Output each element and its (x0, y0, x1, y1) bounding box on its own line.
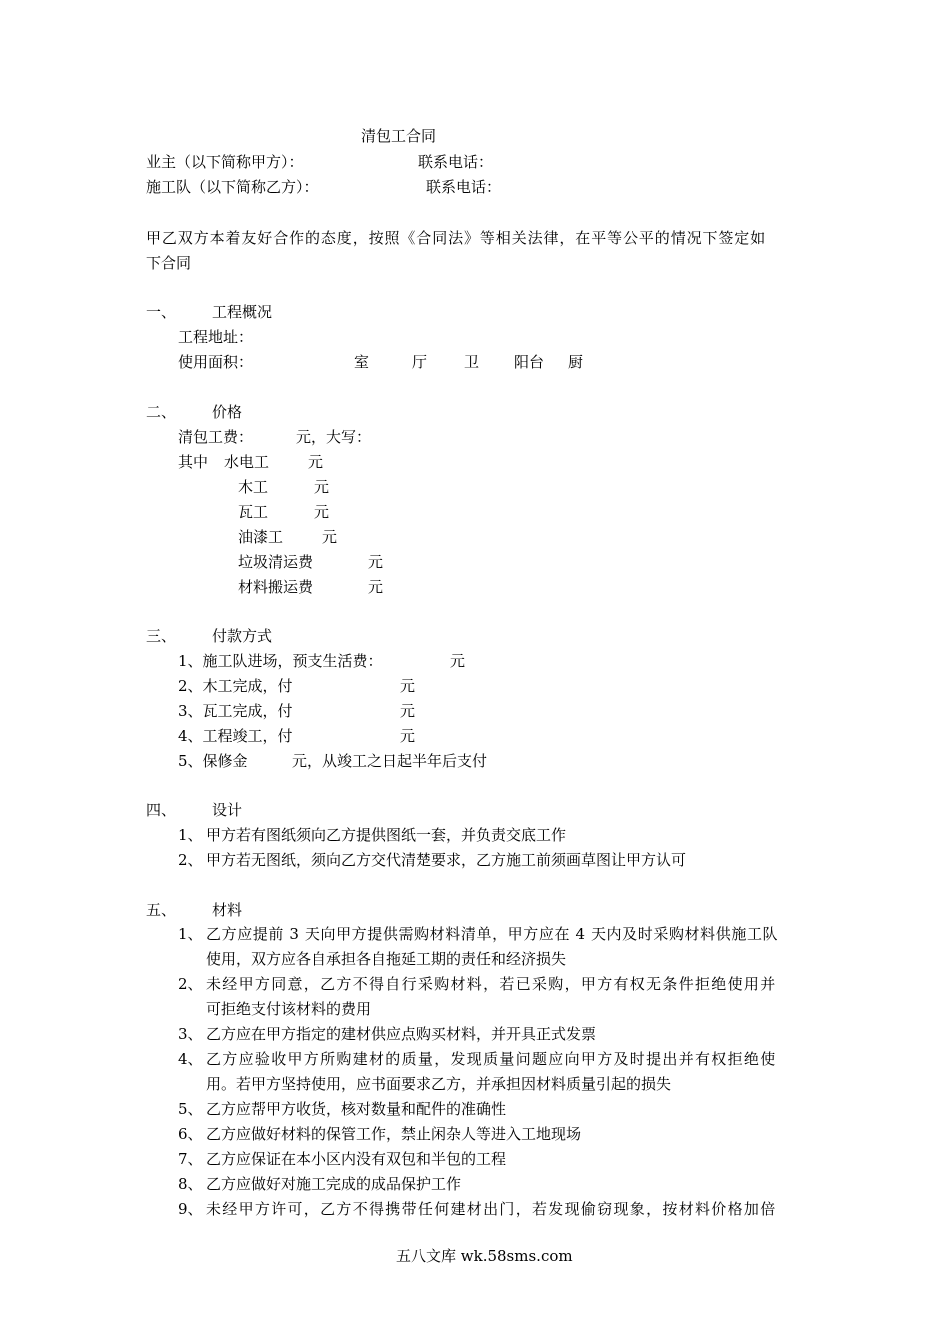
fee-item-plumbing: 水电工 (224, 453, 270, 471)
payment-2: 2、木工完成，付 (178, 677, 293, 695)
fee-item-moving-yuan: 元 (368, 578, 384, 596)
material-6-text: 乙方应做好材料的保管工作，禁止闲杂人等进入工地现场 (206, 1125, 582, 1143)
fee-item-moving: 材料搬运费 (238, 578, 314, 596)
labor-fee-label: 清包工费： (178, 428, 254, 446)
fee-item-tiling-yuan: 元 (314, 503, 330, 521)
party-a-label: 业主（以下简称甲方）： (146, 153, 304, 171)
payment-1-yuan: 元 (450, 652, 466, 670)
fee-item-garbage-yuan: 元 (368, 553, 384, 571)
page-title: 清包工合同 (361, 127, 437, 145)
material-8-number: 8、 (178, 1175, 203, 1193)
material-4-number: 4、 (178, 1050, 203, 1068)
payment-4-yuan: 元 (400, 727, 416, 745)
material-2-text: 未经甲方同意，乙方不得自行采购材料，若已采购，甲方有权无条件拒绝使用并 (206, 975, 777, 993)
fee-item-painting: 油漆工 (238, 528, 284, 546)
section-1-title: 工程概况 (212, 303, 273, 321)
material-6-number: 6、 (178, 1125, 203, 1143)
material-7-text: 乙方应保证在本小区内没有双包和半包的工程 (206, 1150, 507, 1168)
section-5-title: 材料 (212, 901, 243, 919)
section-5-number: 五、 (146, 901, 177, 919)
party-a-phone-label: 联系电话： (418, 153, 494, 171)
payment-2-yuan: 元 (400, 677, 416, 695)
material-4-text: 乙方应验收甲方所购建材的质量，发现质量问题应向甲方及时提出并有权拒绝使 (206, 1050, 777, 1068)
section-2-number: 二、 (146, 403, 177, 421)
section-4-number: 四、 (146, 801, 177, 819)
payment-1: 1、施工队进场，预支生活费： (178, 652, 383, 670)
room-bath: 卫 (464, 353, 480, 371)
material-2-number: 2、 (178, 975, 203, 993)
payment-3-yuan: 元 (400, 702, 416, 720)
material-9-text: 未经甲方许可，乙方不得携带任何建材出门，若发现偷窃现象，按材料价格加倍 (206, 1200, 777, 1218)
material-1-text: 乙方应提前 3 天向甲方提供需购材料清单，甲方应在 4 天内及时采购材料供施工队 (206, 925, 779, 943)
fee-item-carpentry: 木工 (238, 478, 269, 496)
party-b-label: 施工队（以下简称乙方）： (146, 178, 319, 196)
material-9-number: 9、 (178, 1200, 203, 1218)
payment-5-yuan: 元，从竣工之日起半年后支付 (292, 752, 488, 770)
labor-fee-capital: 元，大写： (296, 428, 372, 446)
section-3-title: 付款方式 (212, 627, 273, 645)
fee-item-painting-yuan: 元 (322, 528, 338, 546)
material-1-text-cont: 使用，双方应各自承担各自拖延工期的责任和经济损失 (206, 950, 567, 968)
material-2-text-cont: 可拒绝支付该材料的费用 (206, 1000, 372, 1018)
intro-line-2: 下合同 (146, 254, 192, 272)
design-2-number: 2、 (178, 851, 203, 869)
room-living: 厅 (412, 353, 428, 371)
footer-watermark: 五八文库 wk.58sms.com (396, 1247, 573, 1265)
material-7-number: 7、 (178, 1150, 203, 1168)
payment-5: 5、保修金 (178, 752, 248, 770)
material-5-text: 乙方应帮甲方收货，核对数量和配件的准确性 (206, 1100, 507, 1118)
material-4-text-cont: 用。若甲方坚持使用，应书面要求乙方，并承担因材料质量引起的损失 (206, 1075, 672, 1093)
material-3-text: 乙方应在甲方指定的建材供应点购买材料，并开具正式发票 (206, 1025, 597, 1043)
project-address-label: 工程地址： (178, 328, 254, 346)
usage-area-label: 使用面积： (178, 353, 254, 371)
section-3-number: 三、 (146, 627, 177, 645)
design-1-number: 1、 (178, 826, 203, 844)
section-2-title: 价格 (212, 403, 243, 421)
room-balcony: 阳台 (514, 353, 545, 371)
room-kitchen: 厨 (568, 353, 584, 371)
payment-3: 3、瓦工完成，付 (178, 702, 293, 720)
material-3-number: 3、 (178, 1025, 203, 1043)
payment-4: 4、工程竣工，付 (178, 727, 293, 745)
material-1-number: 1、 (178, 925, 203, 943)
material-5-number: 5、 (178, 1100, 203, 1118)
section-1-number: 一、 (146, 303, 177, 321)
among-label: 其中 (178, 453, 209, 471)
design-1-text: 甲方若有图纸须向乙方提供图纸一套，并负责交底工作 (206, 826, 567, 844)
fee-item-carpentry-yuan: 元 (314, 478, 330, 496)
intro-line-1: 甲乙双方本着友好合作的态度，按照《合同法》等相关法律，在平等公平的情况下签定如 (146, 229, 767, 247)
section-4-title: 设计 (212, 801, 243, 819)
room-bedroom: 室 (354, 353, 370, 371)
design-2-text: 甲方若无图纸，须向乙方交代清楚要求，乙方施工前须画草图让甲方认可 (206, 851, 687, 869)
fee-item-garbage: 垃圾清运费 (238, 553, 314, 571)
material-8-text: 乙方应做好对施工完成的成品保护工作 (206, 1175, 462, 1193)
fee-item-plumbing-yuan: 元 (308, 453, 324, 471)
fee-item-tiling: 瓦工 (238, 503, 269, 521)
party-b-phone-label: 联系电话： (426, 178, 502, 196)
